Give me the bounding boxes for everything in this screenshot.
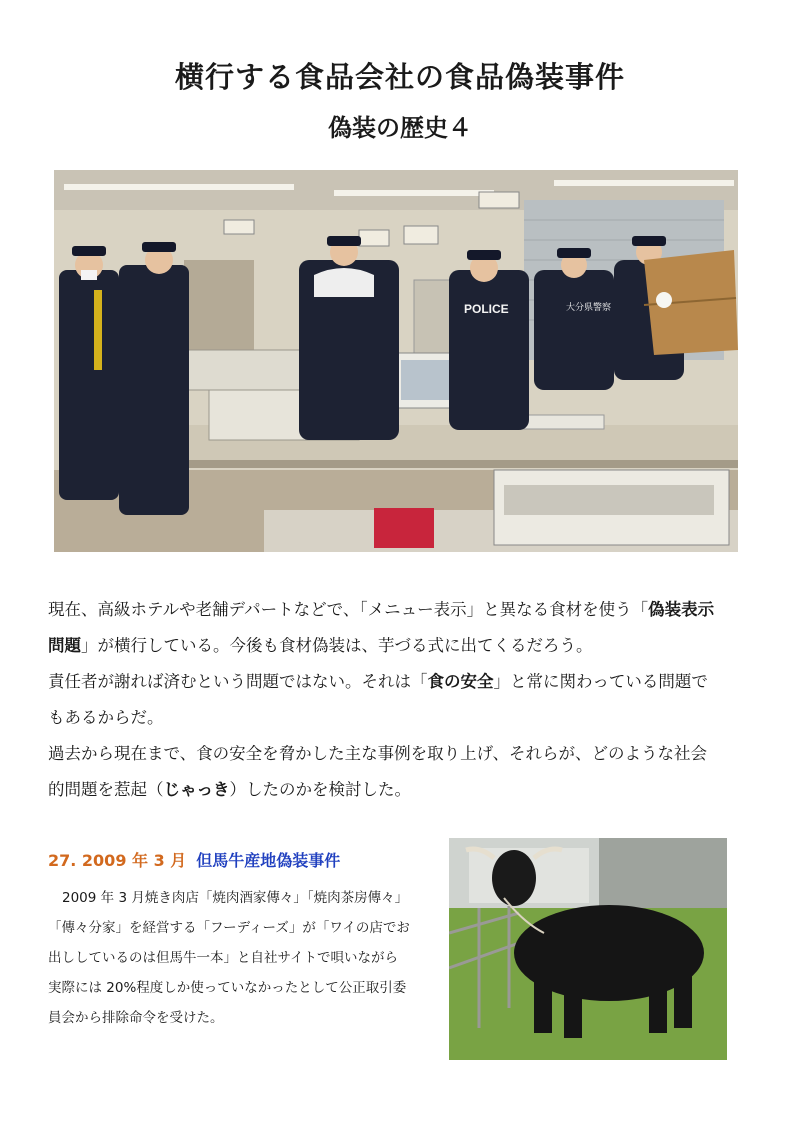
- case-number: 27. 2009 年 3 月: [48, 851, 187, 870]
- police-raid-photo: [54, 170, 738, 552]
- intro-paragraph-3: 過去から現在まで、食の安全を脅かした主な事例を取り上げ、それらが、どのような社会 的問題を惹起（じゃっき）したのかを検討した。: [48, 744, 708, 799]
- case-line: 2009 年 3 月焼き肉店「焼肉酒家傳々」「焼肉茶房傳々」: [62, 890, 409, 906]
- police-sign: POLICE: [464, 302, 509, 316]
- prefecture-sign: 大分県警察: [566, 303, 612, 313]
- case-line: 出ししているのは但馬牛一本」と自社サイトで唄いながら: [48, 950, 399, 966]
- tajima-cow-photo: [449, 838, 727, 1060]
- case-heading: [48, 848, 340, 871]
- intro-text: [48, 592, 768, 808]
- page-subtitle: 偽装の歴史４: [328, 114, 472, 142]
- intro-paragraph-1: 現在、高級ホテルや老舗デパートなどで、「メニュー表示」と異なる食材を使う「偽装表示 問題」が横行している。今後も食材偽装は、芋づる式に出てくるだろう。: [48, 600, 715, 655]
- page-title: 横行する食品会社の食品偽装事件: [174, 60, 625, 94]
- intro-paragraph-2: 責任者が謝れば済むという問題ではない。それは「食の安全」と常に関わっている問題で もあるからだ。: [48, 672, 708, 727]
- case-line: 実際には 20%程度しか使っていなかったとして公正取引委: [48, 980, 407, 996]
- case-description: [48, 883, 438, 1033]
- case-name: 但馬牛産地偽装事件: [196, 851, 341, 870]
- case-line: 「傳々分家」を経営する「フーディーズ」が「ワイの店でお: [48, 920, 410, 936]
- case-line: 員会から排除命令を受けた。: [48, 1010, 224, 1026]
